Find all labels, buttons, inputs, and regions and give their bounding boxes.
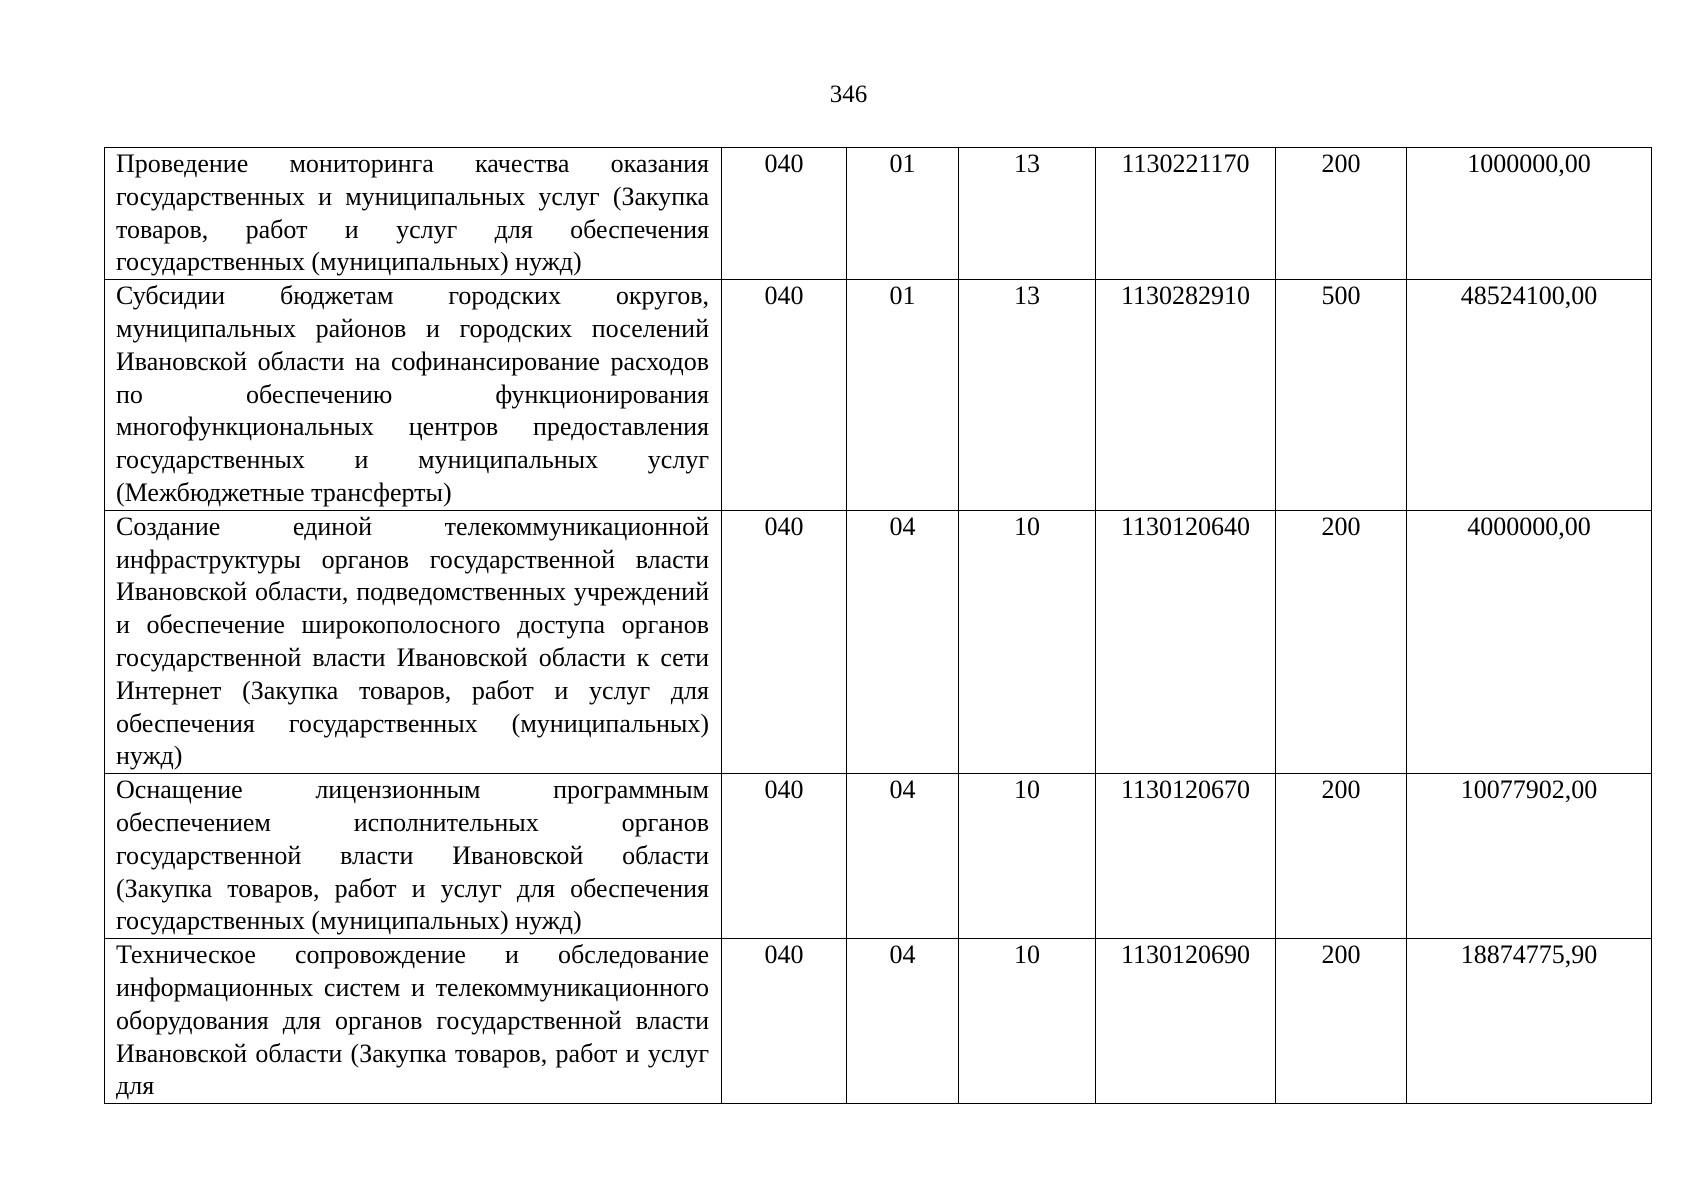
- amount-cell: 4000000,00: [1407, 510, 1652, 773]
- description-cell: Субсидии бюджетам городских округов, муниципальных районов и городских поселений Ивановской области на софинансирование расходов по обеспечению функционирования многофункциональных центров предоставления государственных и муниципальных услуг (Межбюджетные трансферты): [105, 280, 722, 511]
- target-article-cell: 1130120640: [1096, 510, 1276, 773]
- ministry-code-cell: 040: [722, 939, 847, 1104]
- target-article-cell: 1130221170: [1096, 148, 1276, 280]
- section-code-cell: 04: [847, 510, 959, 773]
- table-row: [105, 148, 1652, 280]
- ministry-code-cell: 040: [722, 148, 847, 280]
- budget-table: [104, 147, 1652, 1104]
- expense-type-cell: 200: [1276, 774, 1407, 939]
- table-row: [105, 280, 1652, 511]
- ministry-code-cell: 040: [722, 280, 847, 511]
- subsection-code-cell: 10: [959, 774, 1096, 939]
- section-code-cell: 04: [847, 939, 959, 1104]
- table-row: [105, 774, 1652, 939]
- table-row: [105, 939, 1652, 1104]
- subsection-code-cell: 10: [959, 939, 1096, 1104]
- amount-cell: 18874775,90: [1407, 939, 1652, 1104]
- target-article-cell: 1130120670: [1096, 774, 1276, 939]
- target-article-cell: 1130282910: [1096, 280, 1276, 511]
- expense-type-cell: 200: [1276, 939, 1407, 1104]
- section-code-cell: 04: [847, 774, 959, 939]
- ministry-code-cell: 040: [722, 510, 847, 773]
- expense-type-cell: 200: [1276, 148, 1407, 280]
- ministry-code-cell: 040: [722, 774, 847, 939]
- subsection-code-cell: 13: [959, 148, 1096, 280]
- target-article-cell: 1130120690: [1096, 939, 1276, 1104]
- description-cell: Техническое сопровождение и обследование информационных систем и телекоммуникационного оборудования для органов государственной власти Ивановской области (Закупка товаров, работ и услуг для: [105, 939, 722, 1104]
- section-code-cell: 01: [847, 148, 959, 280]
- expense-type-cell: 500: [1276, 280, 1407, 511]
- description-cell: Создание единой телекоммуникационной инфраструктуры органов государственной власти Ивановской области, подведомственных учреждений и обеспечение широкополосного доступа органов государственной власти Ивановской области к сети Интернет (Закупка товаров, работ и услуг для обеспечения государственных (муниципальных) нужд): [105, 510, 722, 773]
- description-cell: Оснащение лицензионным программным обеспечением исполнительных органов государственной власти Ивановской области (Закупка товаров, работ и услуг для обеспечения государственных (муниципальных) нужд): [105, 774, 722, 939]
- section-code-cell: 01: [847, 280, 959, 511]
- amount-cell: 10077902,00: [1407, 774, 1652, 939]
- amount-cell: 1000000,00: [1407, 148, 1652, 280]
- expense-type-cell: 200: [1276, 510, 1407, 773]
- subsection-code-cell: 10: [959, 510, 1096, 773]
- page-number: 346: [829, 81, 868, 108]
- amount-cell: 48524100,00: [1407, 280, 1652, 511]
- description-cell: Проведение мониторинга качества оказания государственных и муниципальных услуг (Закупка товаров, работ и услуг для обеспечения государственных (муниципальных) нужд): [105, 148, 722, 280]
- subsection-code-cell: 13: [959, 280, 1096, 511]
- table-row: [105, 510, 1652, 773]
